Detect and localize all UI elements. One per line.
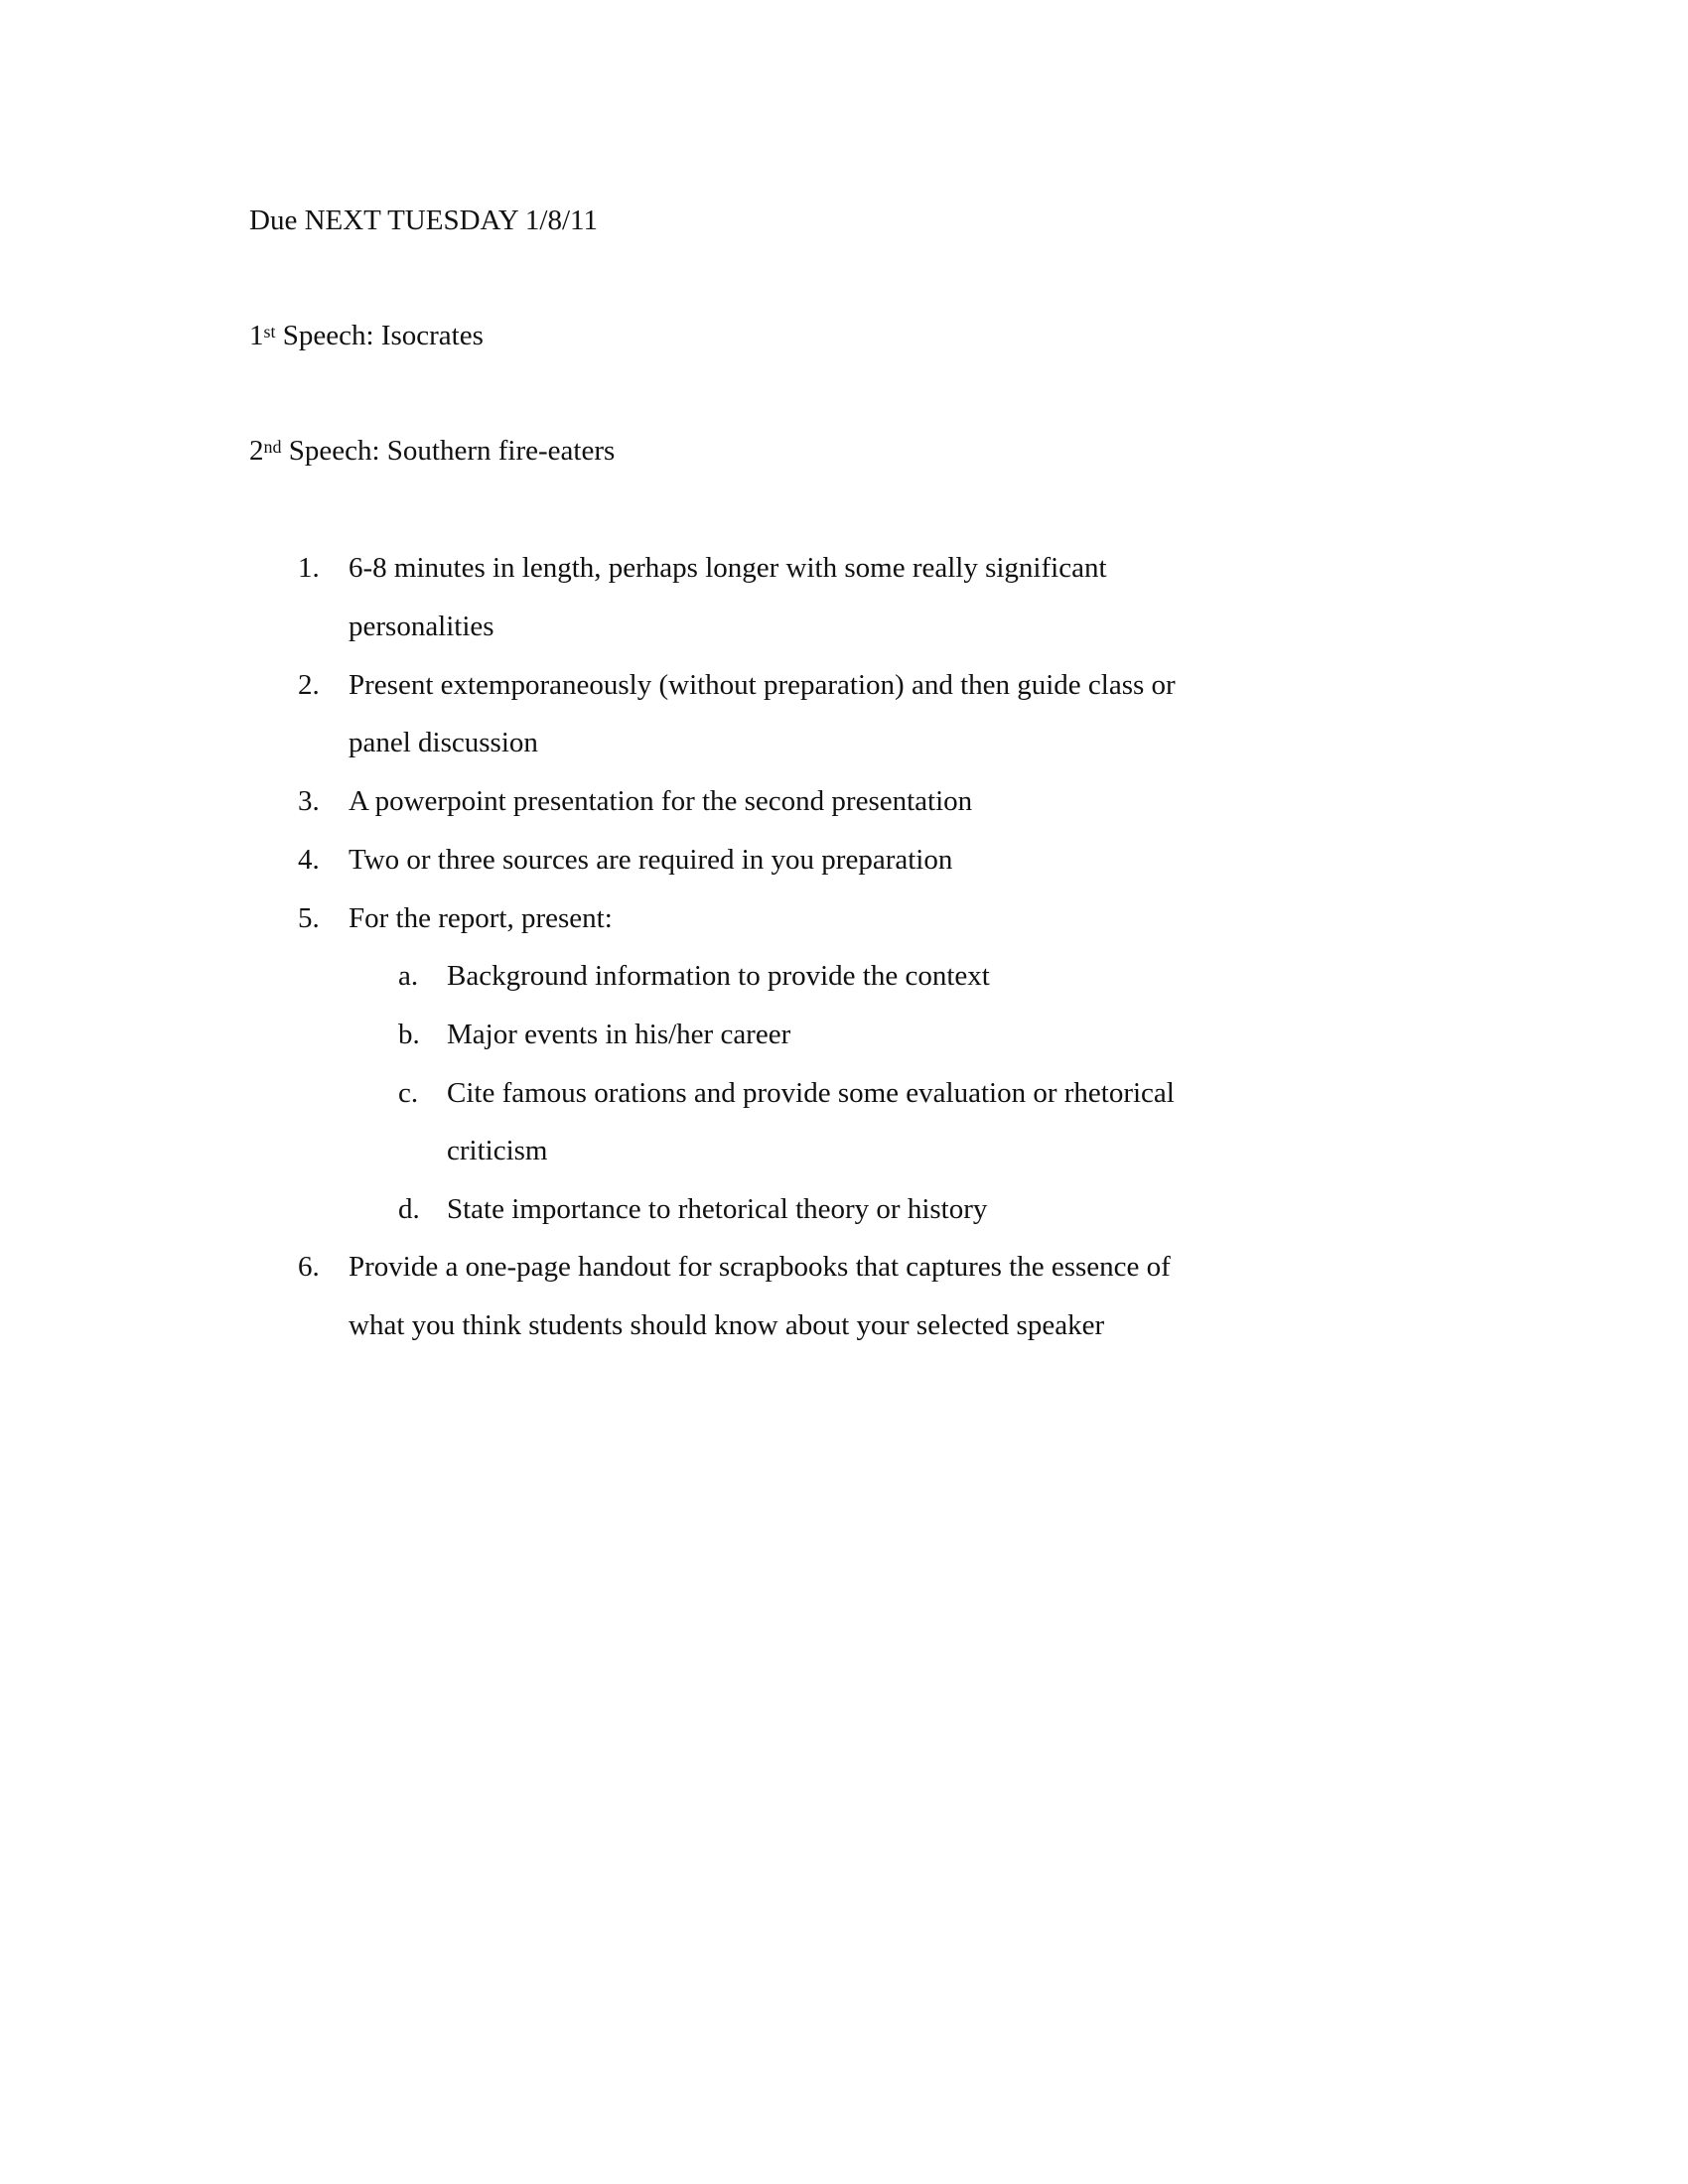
list-item-text: A powerpoint presentation for the second presentation — [349, 785, 973, 817]
list-item-text: 6-8 minutes in length, perhaps longer with some really significant — [349, 552, 1107, 584]
sublist-marker: b. — [398, 1019, 420, 1050]
list-marker: 1. — [298, 552, 320, 584]
first-speech-line — [249, 318, 484, 353]
list-marker: 4. — [298, 844, 320, 876]
list-item-text: panel discussion — [349, 727, 538, 758]
second-speech-line — [249, 433, 615, 469]
sublist-item-text: Major events in his/her career — [447, 1019, 791, 1050]
sublist-item-text: Cite famous orations and provide some evaluation or rhetorical — [447, 1077, 1175, 1109]
speech-label: Speech: Isocrates — [275, 320, 484, 351]
list-item-text: Provide a one-page handout for scrapbooks that captures the essence of — [349, 1251, 1171, 1283]
list-item-text: Two or three sources are required in you preparation — [349, 844, 953, 876]
list-item-text: Present extemporaneously (without preparation) and then guide class or — [349, 669, 1176, 701]
list-marker: 6. — [298, 1251, 320, 1283]
list-item-text: For the report, present: — [349, 902, 613, 934]
speech-label: Speech: Southern fire-eaters — [281, 435, 616, 467]
due-date-line: Due NEXT TUESDAY 1/8/11 — [249, 205, 598, 236]
list-marker: 5. — [298, 902, 320, 934]
list-marker: 3. — [298, 785, 320, 817]
speech-ordinal: 1 — [249, 320, 264, 351]
list-marker: 2. — [298, 669, 320, 701]
sublist-item-text: criticism — [447, 1135, 548, 1166]
sublist-item-text: Background information to provide the context — [447, 960, 990, 992]
sublist-marker: d. — [398, 1193, 420, 1225]
sublist-item-text: State importance to rhetorical theory or history — [447, 1193, 988, 1225]
speech-ordinal: 2 — [249, 435, 264, 467]
ordinal-suffix: st — [263, 322, 276, 341]
list-item-text: personalities — [349, 611, 494, 642]
list-item-text: what you think students should know about your selected speaker — [349, 1309, 1105, 1341]
sublist-marker: c. — [398, 1077, 419, 1109]
ordinal-suffix: nd — [263, 437, 282, 457]
sublist-marker: a. — [398, 960, 419, 992]
